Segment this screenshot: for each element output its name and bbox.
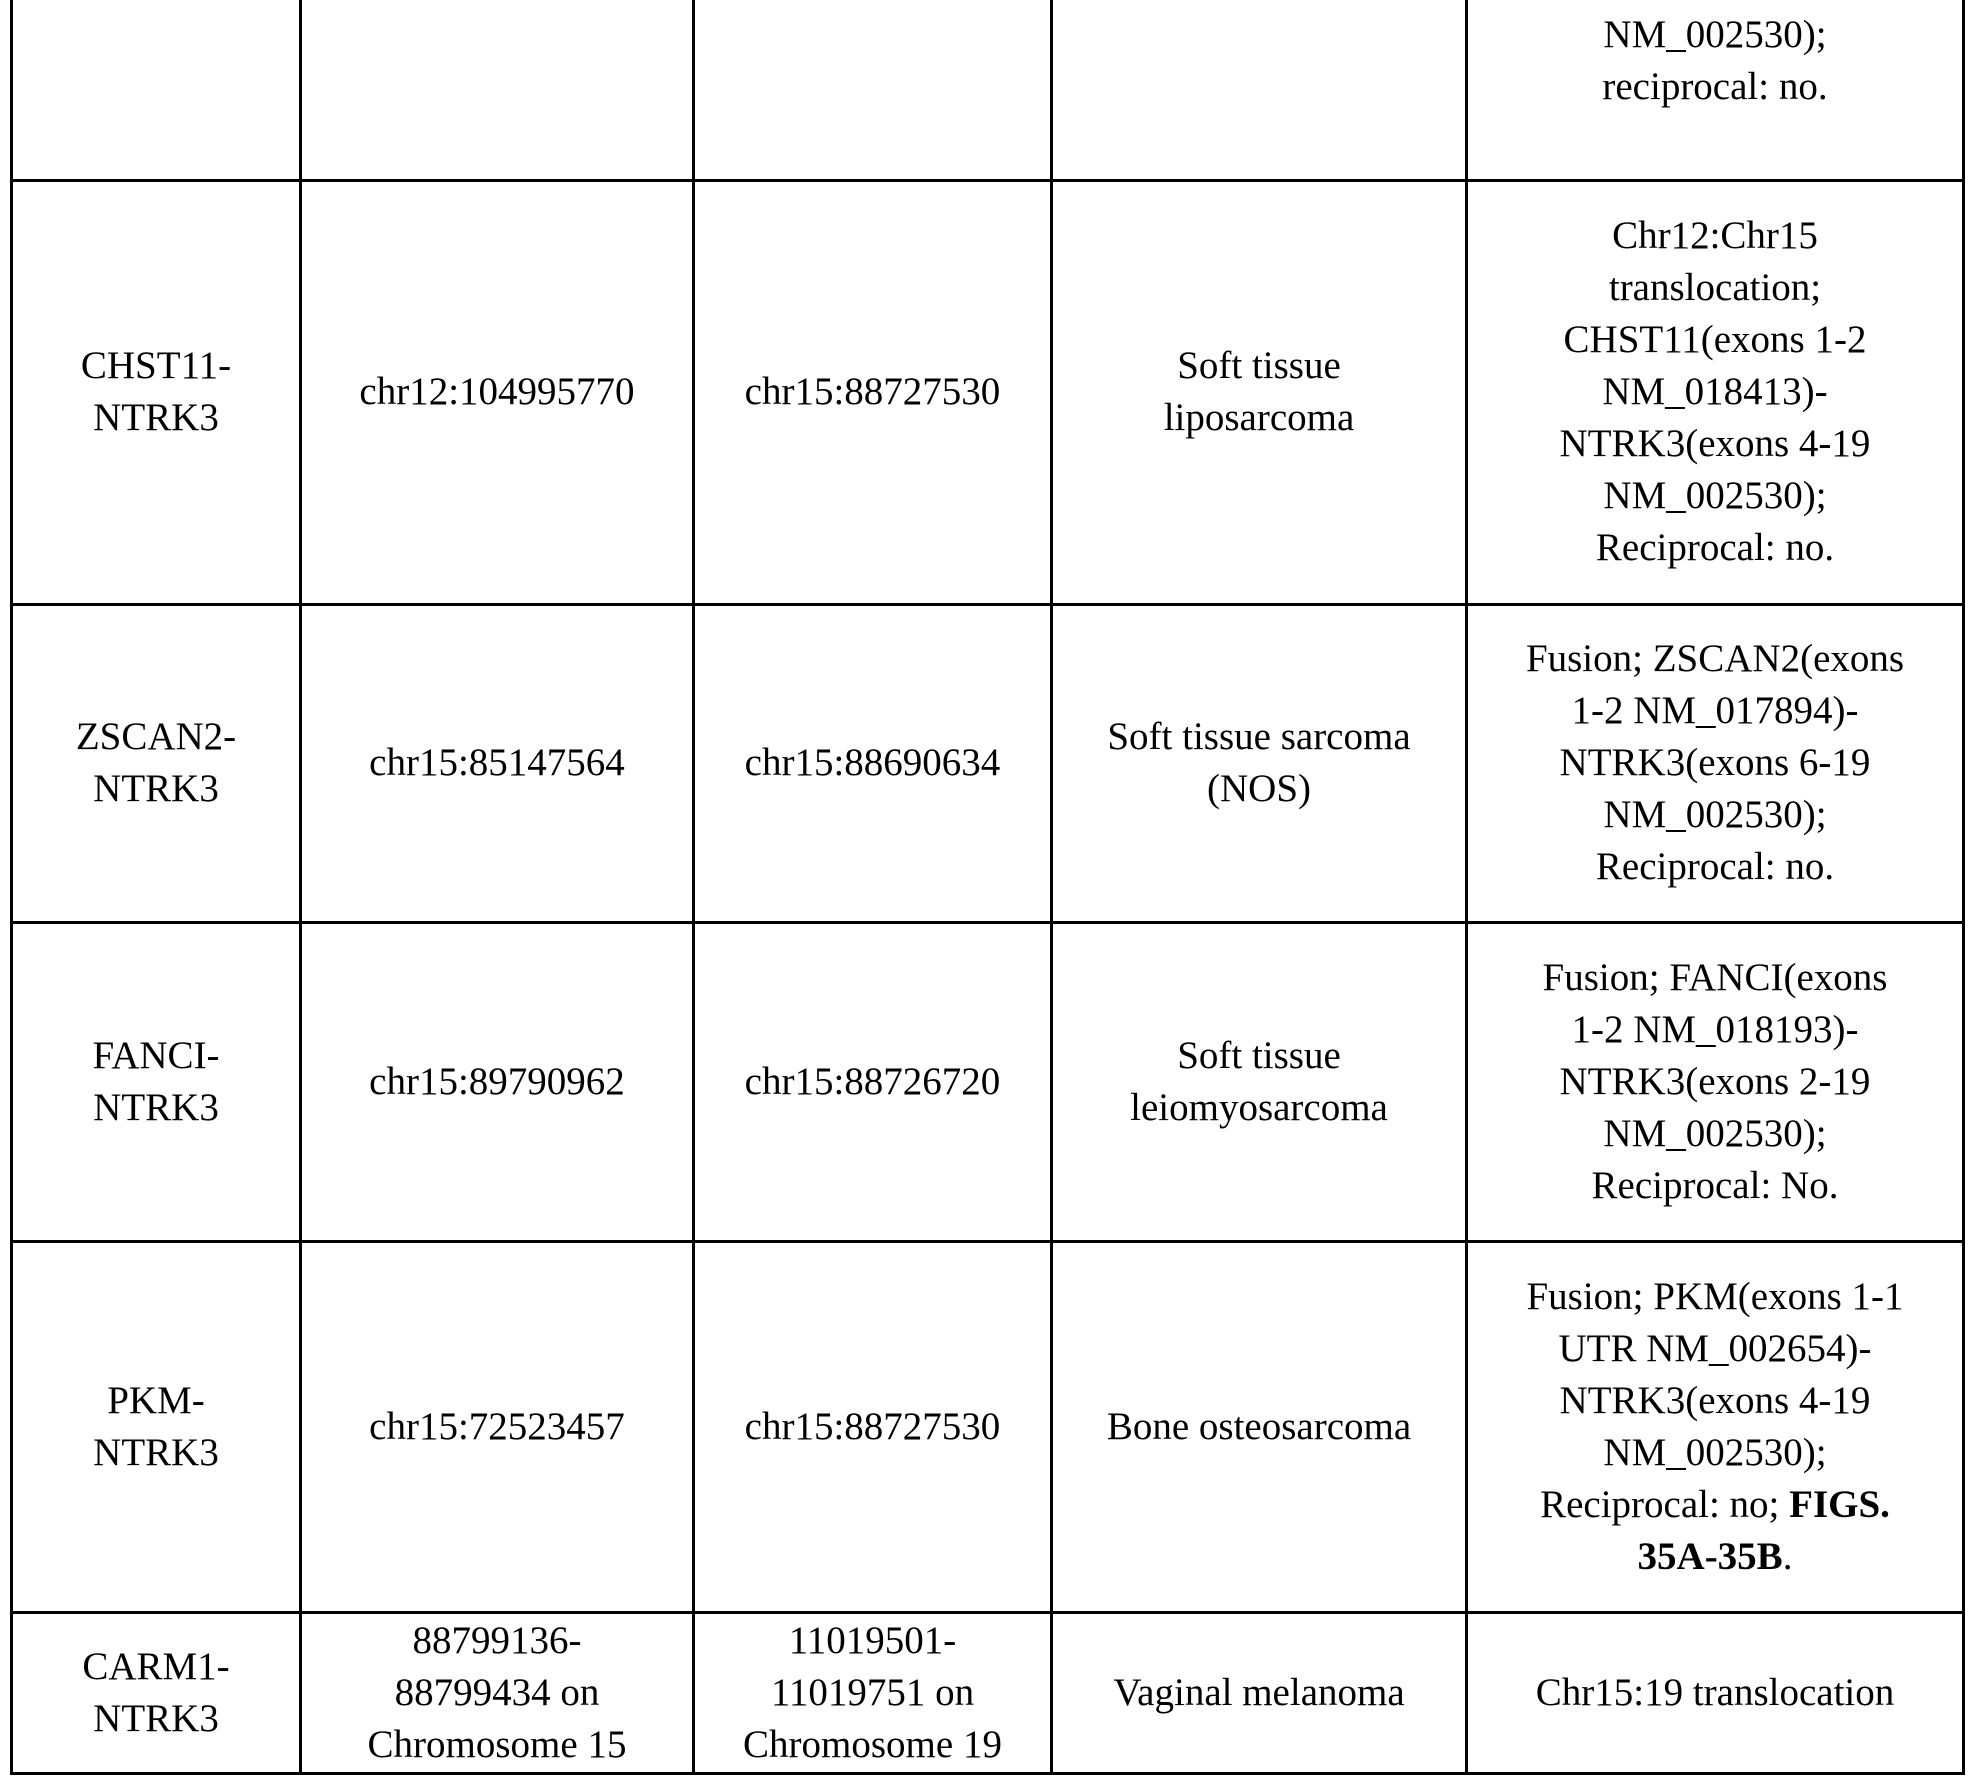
cell-breakpoint2	[694, 180, 1052, 604]
cell-breakpoint2	[694, 604, 1052, 922]
cell-breakpoint1	[301, 0, 694, 180]
fusion-text: CARM1- NTRK3	[82, 1645, 229, 1740]
cell-tumor	[1052, 922, 1467, 1241]
description-text: Fusion; FANCI(exons 1-2 NM_018193)- NTRK3(exons 2-19 NM_002530); Reciprocal: No.	[1543, 956, 1888, 1207]
cell-fusion	[12, 604, 301, 922]
cell-description	[1467, 922, 1964, 1241]
cell-breakpoint1	[301, 1241, 694, 1612]
breakpoint1-text: chr12:104995770	[359, 370, 634, 413]
cell-breakpoint1	[301, 922, 694, 1241]
fusion-text: ZSCAN2- NTRK3	[76, 715, 236, 810]
fusion-text: CHST11- NTRK3	[81, 344, 231, 439]
cell-fusion	[12, 1612, 301, 1773]
breakpoint2-text: chr15:88727530	[745, 1405, 1001, 1448]
tumor-text: Soft tissue liposarcoma	[1164, 344, 1355, 439]
cell-breakpoint1	[301, 604, 694, 922]
cell-fusion	[12, 1241, 301, 1612]
cell-tumor	[1052, 1612, 1467, 1773]
breakpoint1-text: 88799136- 88799434 on Chromosome 15	[368, 1619, 627, 1766]
table-row	[12, 1241, 1964, 1612]
cell-description	[1467, 604, 1964, 922]
tumor-text: Soft tissue leiomyosarcoma	[1130, 1034, 1388, 1129]
breakpoint2-text: 11019501- 11019751 on Chromosome 19	[743, 1619, 1002, 1766]
description-text: Chr15:19 translocation	[1536, 1671, 1895, 1714]
description-text: Fusion; PKM(exons 1-1 UTR NM_002654)- NTRK3(exons 4-19 NM_002530); Reciprocal: no;	[1526, 1275, 1903, 1526]
breakpoint1-text: chr15:72523457	[369, 1405, 625, 1448]
cell-fusion	[12, 0, 301, 180]
description-text: NM_002530); reciprocal: no.	[1602, 13, 1827, 108]
cell-fusion	[12, 180, 301, 604]
cell-breakpoint2	[694, 1612, 1052, 1773]
table-row	[12, 0, 1964, 180]
cell-breakpoint2	[694, 1241, 1052, 1612]
tumor-text: Soft tissue sarcoma (NOS)	[1107, 715, 1410, 810]
description-tail: .	[1783, 1535, 1793, 1578]
cell-tumor	[1052, 1241, 1467, 1612]
cell-tumor	[1052, 604, 1467, 922]
cell-description	[1467, 1612, 1964, 1773]
table-row	[12, 604, 1964, 922]
cell-breakpoint1	[301, 180, 694, 604]
breakpoint1-text: chr15:85147564	[369, 741, 625, 784]
fusion-text: PKM- NTRK3	[93, 1379, 219, 1474]
cell-breakpoint1	[301, 1612, 694, 1773]
cell-tumor	[1052, 0, 1467, 180]
table-row	[12, 180, 1964, 604]
cell-fusion	[12, 922, 301, 1241]
breakpoint2-text: chr15:88727530	[745, 370, 1001, 413]
breakpoint1-text: chr15:89790962	[369, 1060, 625, 1103]
breakpoint2-text: chr15:88726720	[745, 1060, 1001, 1103]
fusion-table	[10, 0, 1965, 1775]
cell-description	[1467, 180, 1964, 604]
cell-description	[1467, 1241, 1964, 1612]
cell-tumor	[1052, 180, 1467, 604]
table-row	[12, 1612, 1964, 1773]
cell-breakpoint2	[694, 0, 1052, 180]
tumor-text: Bone osteosarcoma	[1107, 1405, 1411, 1448]
tumor-text: Vaginal melanoma	[1113, 1671, 1404, 1714]
description-text: Fusion; ZSCAN2(exons 1-2 NM_017894)- NTRK3(exons 6-19 NM_002530); Reciprocal: no.	[1526, 637, 1904, 888]
cell-breakpoint2	[694, 922, 1052, 1241]
breakpoint2-text: chr15:88690634	[745, 741, 1001, 784]
description-text: Chr12:Chr15 translocation; CHST11(exons 1-2 NM_018413)- NTRK3(exons 4-19 NM_002530); Reciprocal: no.	[1560, 214, 1871, 569]
fusion-text: FANCI- NTRK3	[92, 1034, 219, 1129]
figure-reference: FIGS. 35A-35B	[1638, 1483, 1890, 1578]
table-row	[12, 922, 1964, 1241]
cell-description	[1467, 0, 1964, 180]
